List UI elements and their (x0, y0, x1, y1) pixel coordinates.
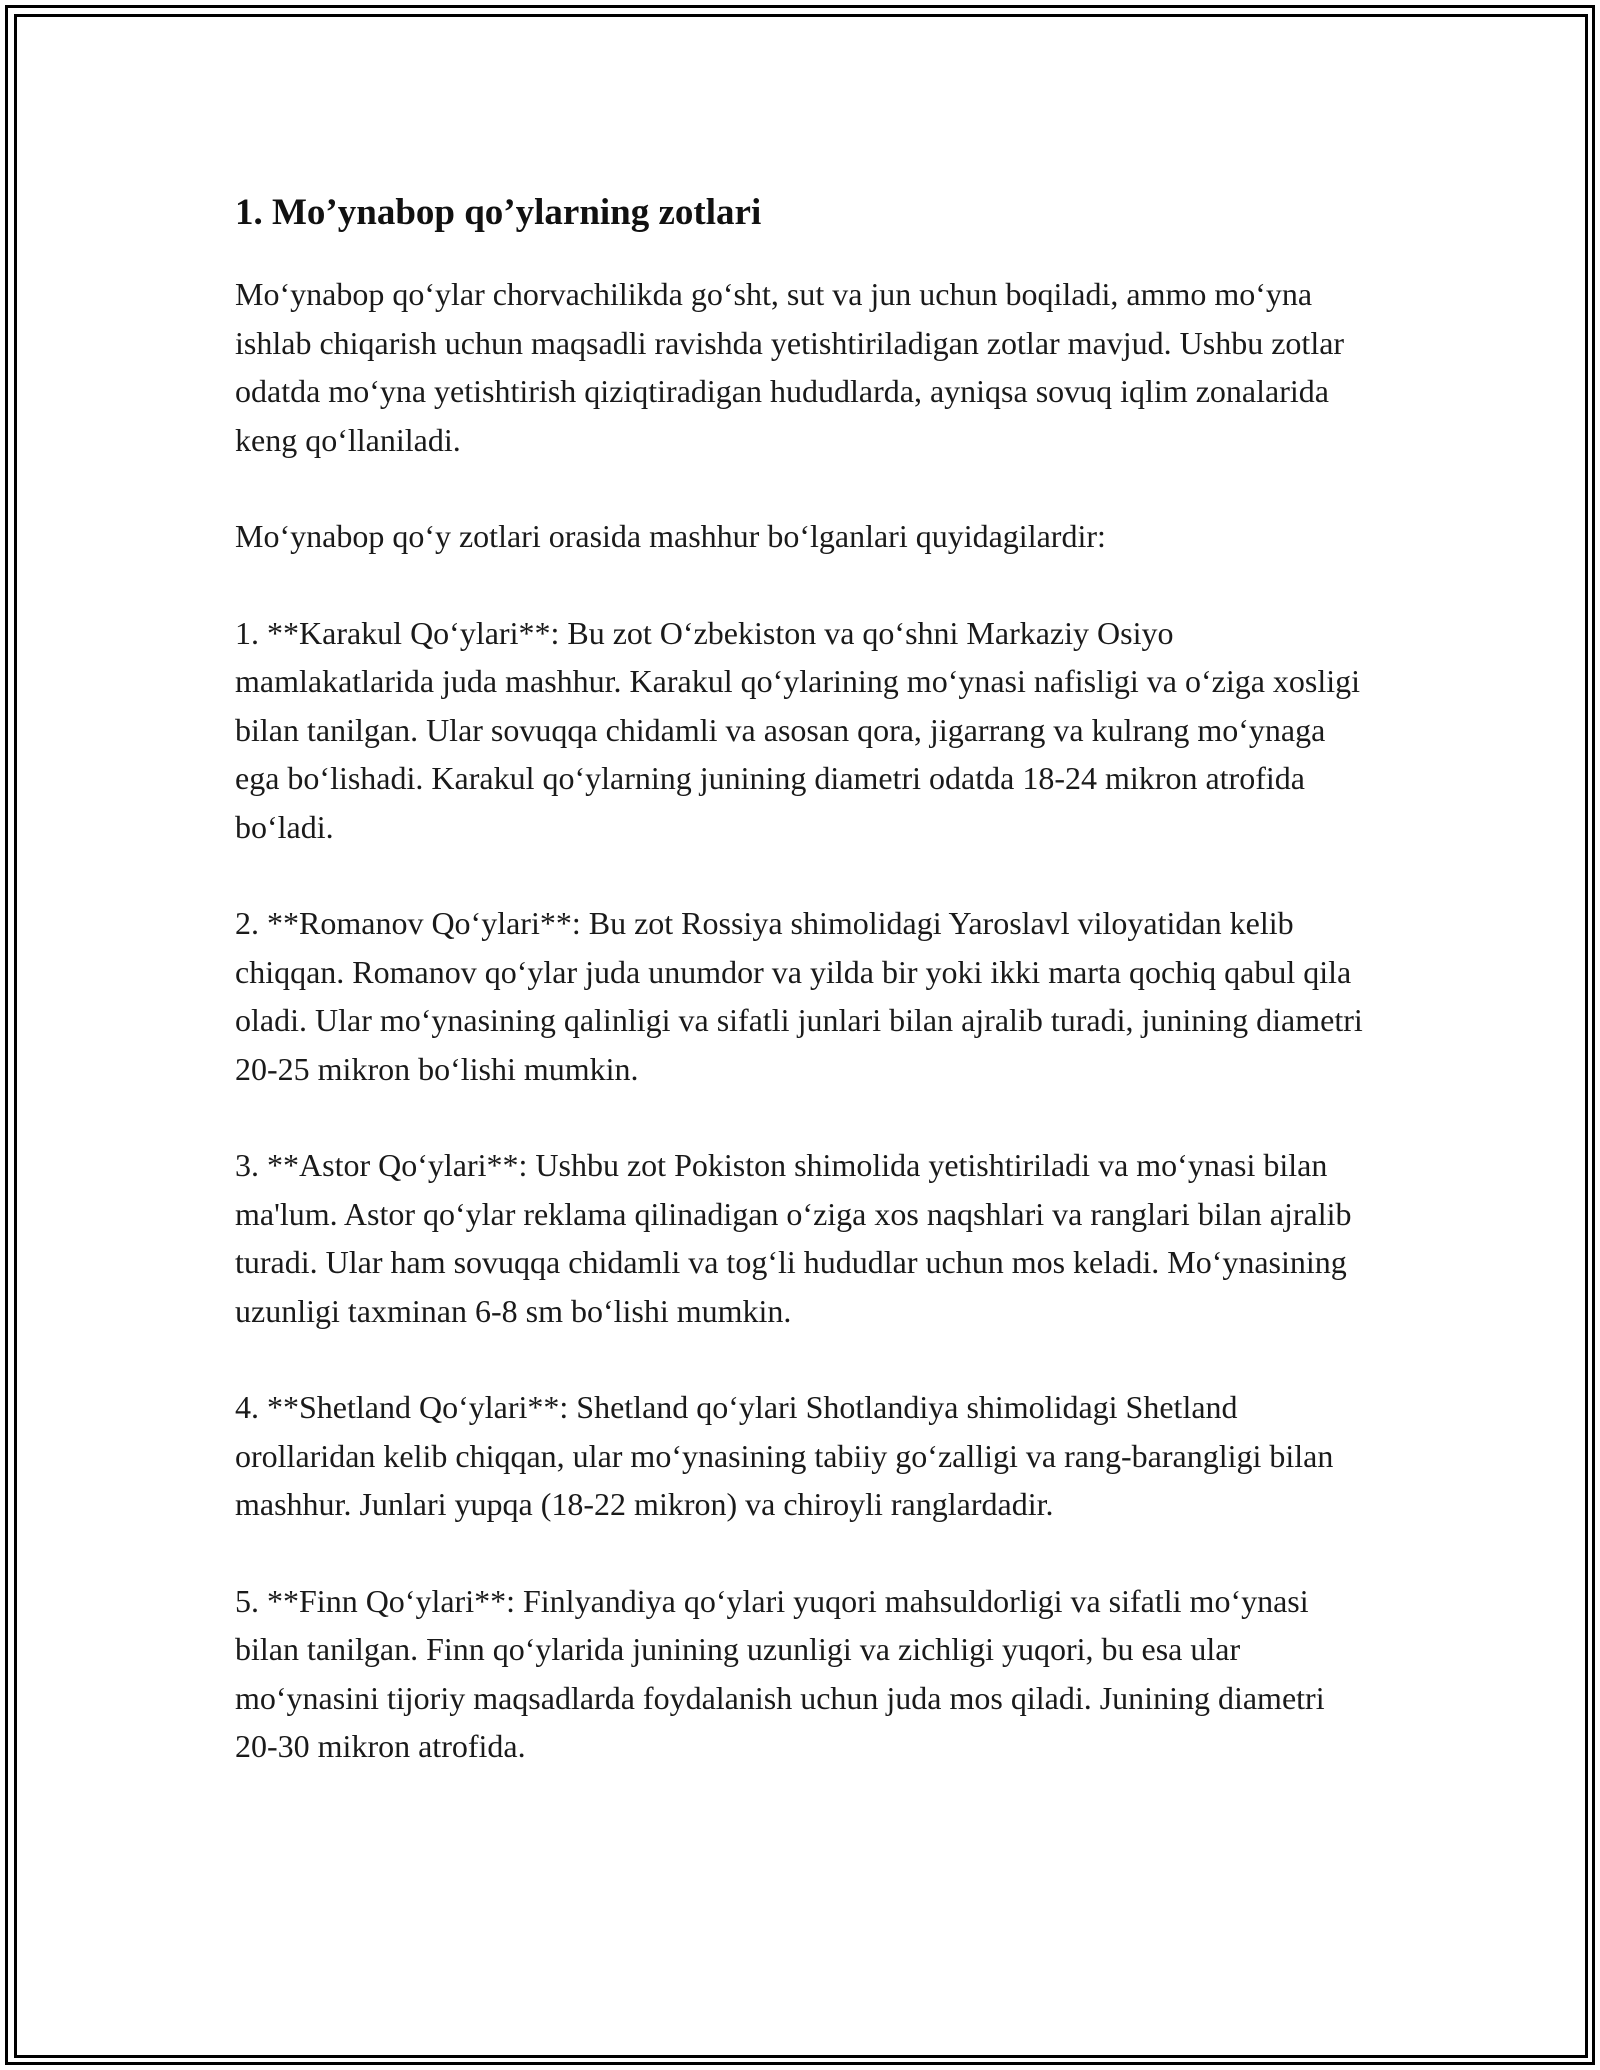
breed-finn-paragraph: 5. **Finn Qo‘ylari**: Finlyandiya qo‘ylari yuqori mahsuldorligi va sifatli mo‘ynasi bilan tanilgan. Finn qo‘ylarida junining uzunligi va zichligi yuqori, bu esa ular mo‘ynasini tijoriy maqsadlarda foydalanish uchun juda mos qiladi. Junining diametri 20-30 mikron atrofida. (235, 1582, 1325, 1764)
breeds-intro-paragraph: Mo‘ynabop qo‘y zotlari orasida mashhur bo‘lganlari quyidagilardir: (235, 518, 1106, 554)
breed-astor-paragraph: 3. **Astor Qo‘ylari**: Ushbu zot Pokiston shimolida yetishtiriladi va mo‘ynasi bilan ma'lum. Astor qo‘ylar reklama qilinadigan o‘ziga xos naqshlari va ranglari bilan ajralib turadi. Ular ham sovuqqa chidamli va tog‘li hududlar uchun mos keladi. Mo‘ynasining uzunligi taxminan 6-8 sm bo‘lishi mumkin. (235, 1147, 1352, 1329)
breed-karakul-paragraph: 1. **Karakul Qo‘ylari**: Bu zot O‘zbekiston va qo‘shni Markaziy Osiyo mamlakatlarida juda mashhur. Karakul qo‘ylarining mo‘ynasi nafisligi va o‘ziga xosligi bilan tanilgan. Ular sovuqqa chidamli va asosan qora, jigarrang va kulrang mo‘ynaga ega bo‘lishadi. Karakul qo‘ylarning junining diametri odatda 18-24 mikron atrofida bo‘ladi. (235, 614, 1361, 845)
document-title: 1. Mo’ynabop qo’ylarning zotlari (235, 192, 762, 233)
intro-paragraph: Mo‘ynabop qo‘ylar chorvachilikda go‘sht, sut va jun uchun boqiladi, ammo mo‘yna ishlab chiqarish uchun maqsadli ravishda yetishtiriladigan zotlar mavjud. Ushbu zotlar odatda mo‘yna yetishtirish qiziqtiradigan hududlarda, ayniqsa sovuq iqlim zonalarida keng qo‘llaniladi. (235, 276, 1345, 458)
breed-shetland-paragraph: 4. **Shetland Qo‘ylari**: Shetland qo‘ylari Shotlandiya shimolidagi Shetland orollaridan kelib chiqqan, ular mo‘ynasining tabiiy go‘zalligi va rang-barangligi bilan mashhur. Junlari yupqa (18-22 mikron) va chiroyli ranglardadir. (235, 1389, 1334, 1522)
document-body (235, 188, 1375, 1819)
breed-romanov-paragraph: 2. **Romanov Qo‘ylari**: Bu zot Rossiya shimolidagi Yaroslavl viloyatidan kelib chiqqan. Romanov qo‘ylar juda unumdor va yilda bir yoki ikki marta qochiq qabul qila oladi. Ular mo‘ynasining qalinligi va sifatli junlari bilan ajralib turadi, junining diametri 20-25 mikron bo‘lishi mumkin. (235, 905, 1363, 1087)
